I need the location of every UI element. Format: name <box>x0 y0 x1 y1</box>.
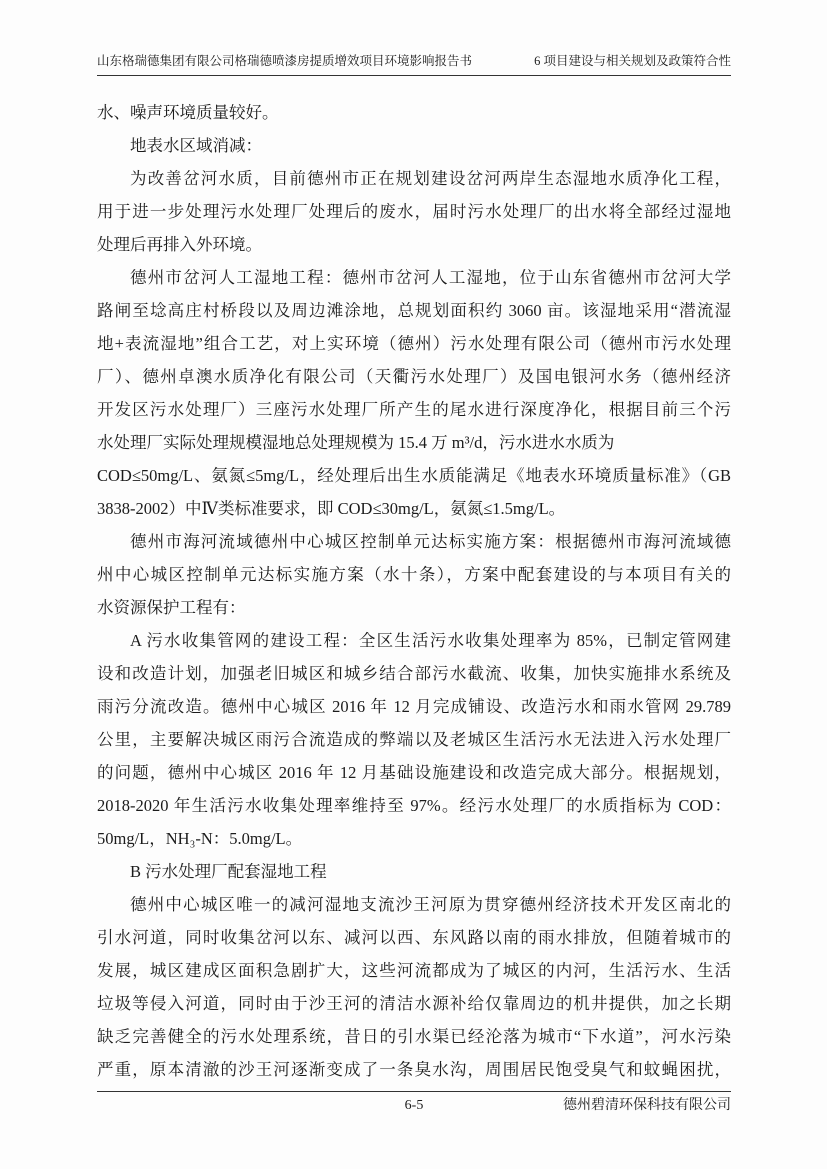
text-line: 2018-2020 年生活污水收集处理率维持至 97%。经污水处理厂的水质指标为 COD： <box>97 796 731 815</box>
header-chapter-title: 6 项目建设与相关规划及政策符合性 <box>534 54 731 68</box>
text-line: 50mg/L，NH₃-N：5.0mg/L。 <box>97 829 303 848</box>
footer-company-name: 德州碧清环保科技有限公司 <box>563 1098 731 1113</box>
document-body <box>97 96 731 1086</box>
text-line: A 污水收集管网的建设工程：全区生活污水收集处理率为 85%，已制定管网建 <box>130 631 731 650</box>
text-line: 严重，原本清澈的沙王河逐渐变成了一条臭水沟，周围居民饱受臭气和蚊蝇困扰， <box>97 1060 731 1079</box>
text-line: 处理后再排入外环境。 <box>97 235 262 254</box>
text-line: 路闸至埝高庄村桥段以及周边滩涂地，总规划面积约 3060 亩。该湿地采用“潜流湿 <box>97 301 731 320</box>
text-line: 为改善岔河水质，目前德州市正在规划建设岔河两岸生态湿地水质净化工程， <box>130 169 731 188</box>
text-line: 雨污分流改造。德州中心城区 2016 年 12 月完成铺设、改造污水和雨水管网 29.789 <box>97 697 731 716</box>
text-line: 厂）、德州卓澳水质净化有限公司（天衢污水处理厂）及国电银河水务（德州经济 <box>97 367 731 386</box>
text-line: 地表水区域消减： <box>130 136 262 155</box>
text-line: 引水河道，同时收集岔河以东、减河以西、东风路以南的雨水排放，但随着城市的 <box>97 928 731 947</box>
text-line: 水、噪声环境质量较好。 <box>97 103 279 122</box>
text-line: 用于进一步处理污水处理厂处理后的废水，届时污水处理厂的出水将全部经过湿地 <box>97 202 731 221</box>
text-line: 德州中心城区唯一的减河湿地支流沙王河原为贯穿德州经济技术开发区南北的 <box>130 895 731 914</box>
text-line: B 污水处理厂配套湿地工程 <box>130 862 327 881</box>
text-line: 发展，城区建成区面积急剧扩大，这些河流都成为了城区的内河，生活污水、生活 <box>97 961 731 980</box>
text-line: 垃圾等侵入河道，同时由于沙王河的清洁水源补给仅靠周边的机井提供，加之长期 <box>97 994 731 1013</box>
text-line: 3838-2002）中Ⅳ类标准要求，即 COD≤30mg/L，氨氮≤1.5mg/L。 <box>97 499 566 518</box>
text-line: 设和改造计划，加强老旧城区和城乡结合部污水截流、收集，加快实施排水系统及 <box>97 664 731 683</box>
page-header <box>97 53 731 76</box>
text-line: 缺乏完善健全的污水处理系统，昔日的引水渠已经沦落为城市“下水道”，河水污染 <box>97 1027 731 1046</box>
header-report-title: 山东格瑞德集团有限公司格瑞德喷漆房提质增效项目环境影响报告书 <box>97 54 473 68</box>
text-line: 州中心城区控制单元达标实施方案（水十条），方案中配套建设的与本项目有关的 <box>97 565 731 584</box>
text-line: 水处理厂实际处理规模湿地总处理规模为 15.4 万 m³/d，污水进水水质为 <box>97 433 615 452</box>
text-line: 公里，主要解决城区雨污合流造成的弊端以及老城区生活污水无法进入污水处理厂 <box>97 730 731 749</box>
page-footer <box>97 1091 731 1115</box>
text-line: 的问题，德州中心城区 2016 年 12 月基础设施建设和改造完成大部分。根据规划， <box>97 763 731 782</box>
page-number: 6-5 <box>404 1098 424 1113</box>
text-line: COD≤50mg/L、氨氮≤5mg/L，经处理后出生水质能满足《地表水环境质量标准》（GB <box>97 466 731 485</box>
text-line: 德州市海河流域德州中心城区控制单元达标实施方案：根据德州市海河流域德 <box>130 532 731 551</box>
text-line: 水资源保护工程有： <box>97 598 246 617</box>
text-line: 地+表流湿地”组合工艺，对上实环境（德州）污水处理有限公司（德州市污水处理 <box>97 334 731 353</box>
text-line: 开发区污水处理厂）三座污水处理厂所产生的尾水进行深度净化，根据目前三个污 <box>97 400 731 419</box>
text-line: 德州市岔河人工湿地工程：德州市岔河人工湿地，位于山东省德州市岔河大学 <box>130 268 731 287</box>
